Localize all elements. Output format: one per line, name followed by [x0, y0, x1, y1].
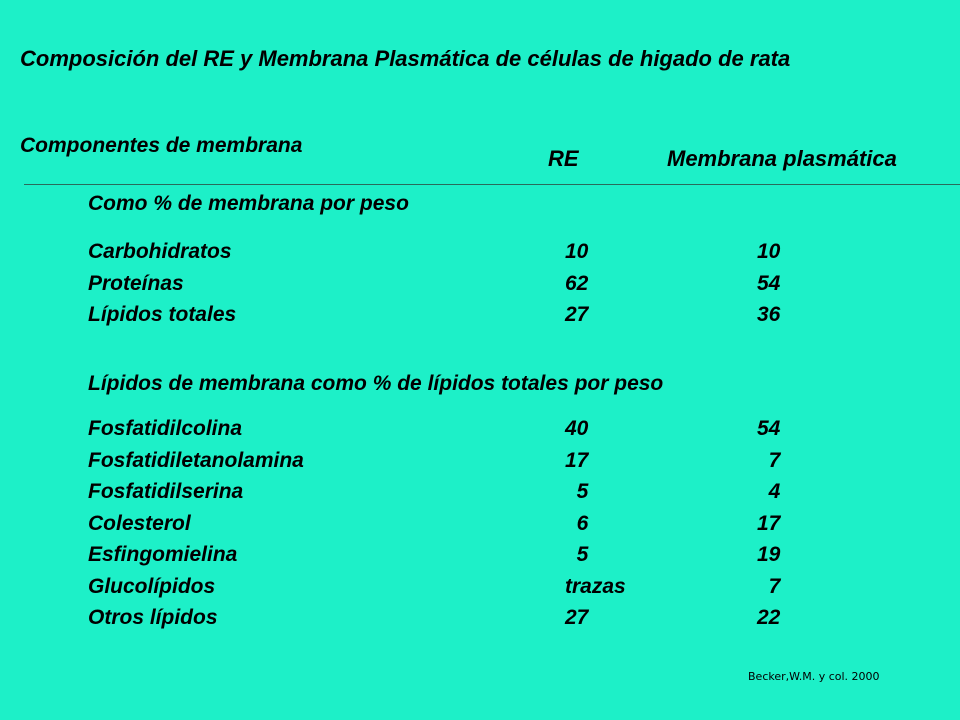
- row-value-re: 5: [565, 543, 589, 566]
- row-value-mp: 19: [757, 543, 781, 566]
- row-value-mp: 54: [757, 272, 781, 295]
- row-value-re: 27: [565, 303, 589, 326]
- citation: Becker,W.M. y col. 2000: [748, 670, 880, 683]
- table-row: [0, 512, 960, 542]
- row-value-re: trazas: [565, 575, 626, 598]
- row-value-mp: 7: [757, 575, 781, 598]
- row-value-mp: 4: [757, 480, 781, 503]
- column-header-membrana-plasmatica: Membrana plasmática: [667, 146, 897, 171]
- section-heading-membrane-weight: Como % de membrana por peso: [88, 192, 409, 215]
- row-value-re: 6: [565, 512, 589, 535]
- table-row: [0, 303, 960, 333]
- table-row: [0, 575, 960, 605]
- table-row: [0, 417, 960, 447]
- row-label: Carbohidratos: [88, 240, 232, 263]
- row-value-re: 62: [565, 272, 589, 295]
- row-value-re: 10: [565, 240, 589, 263]
- row-label: Colesterol: [88, 512, 191, 535]
- row-label: Glucolípidos: [88, 575, 216, 598]
- table-row: [0, 480, 960, 510]
- column-header-re: RE: [548, 146, 579, 171]
- row-value-mp: 54: [757, 417, 781, 440]
- row-value-re: 17: [565, 449, 589, 472]
- row-label: Proteínas: [88, 272, 184, 295]
- row-value-mp: 17: [757, 512, 781, 535]
- row-value-mp: 7: [757, 449, 781, 472]
- table-row: [0, 272, 960, 302]
- row-label: Lípidos totales: [88, 303, 237, 326]
- table-row: [0, 543, 960, 573]
- page-title: Composición del RE y Membrana Plasmática de células de higado de rata: [20, 46, 791, 71]
- row-label: Esfingomielina: [88, 543, 238, 566]
- header-divider: [24, 184, 960, 185]
- row-label: Otros lípidos: [88, 606, 218, 629]
- components-header: Componentes de membrana: [20, 134, 303, 157]
- table-row: [0, 606, 960, 636]
- section-heading-lipid-weight: Lípidos de membrana como % de lípidos totales por peso: [88, 372, 664, 395]
- row-value-re: 5: [565, 480, 589, 503]
- row-label: Fosfatidilcolina: [88, 417, 243, 440]
- row-value-mp: 22: [757, 606, 781, 629]
- row-label: Fosfatidilserina: [88, 480, 244, 503]
- row-value-re: 27: [565, 606, 589, 629]
- table-row: [0, 449, 960, 479]
- row-label: Fosfatidiletanolamina: [88, 449, 304, 472]
- row-value-mp: 36: [757, 303, 781, 326]
- table-row: [0, 240, 960, 270]
- row-value-re: 40: [565, 417, 589, 440]
- row-value-mp: 10: [757, 240, 781, 263]
